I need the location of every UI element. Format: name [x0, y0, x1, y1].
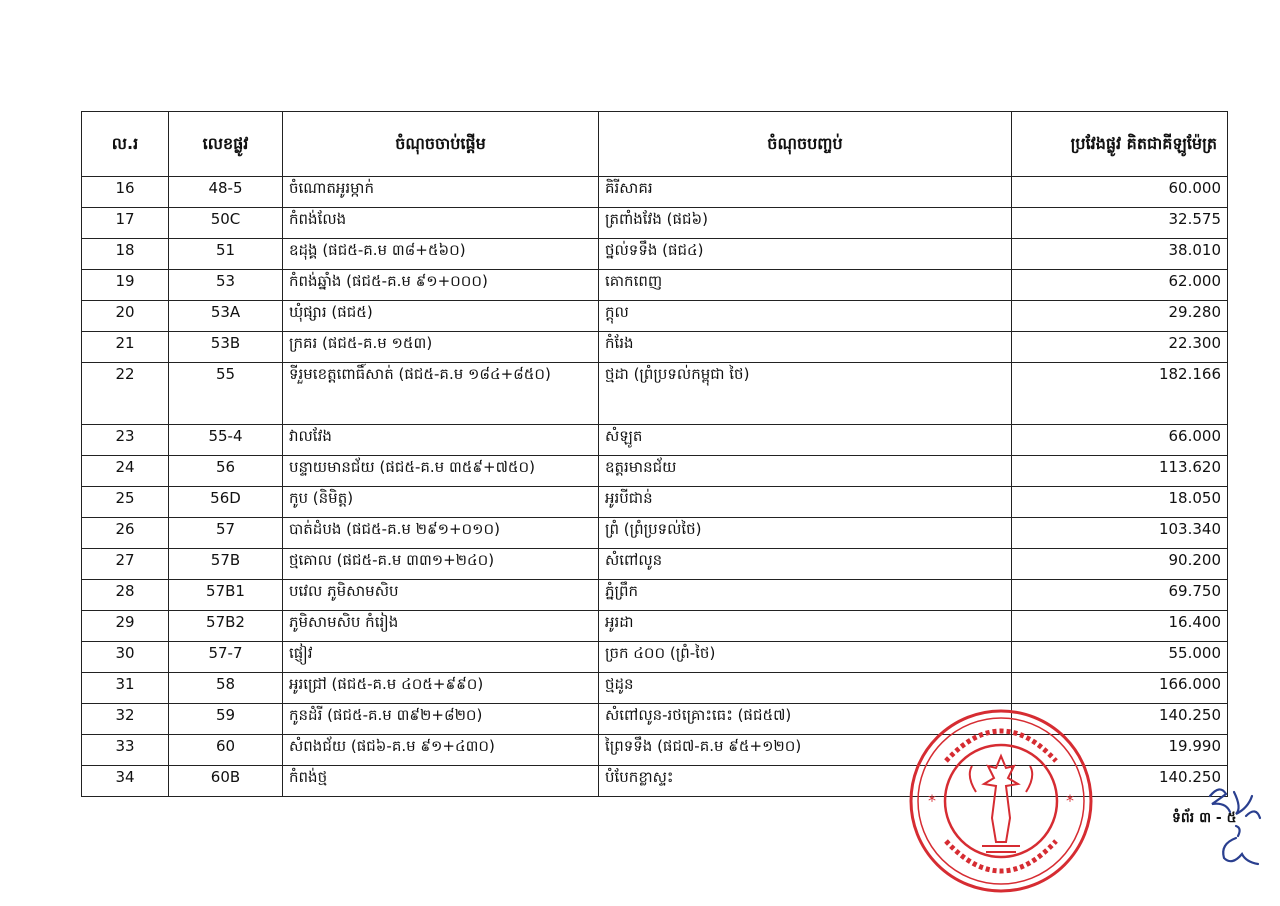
road-code: 59 — [169, 704, 283, 735]
road-code: 57B2 — [169, 611, 283, 642]
row-number: 17 — [82, 208, 169, 239]
row-number: 34 — [82, 766, 169, 797]
road-code: 53 — [169, 270, 283, 301]
row-number: 30 — [82, 642, 169, 673]
end-point: គោកពេញ — [599, 270, 1012, 301]
header-road-code: លេខផ្លូវ — [169, 112, 283, 177]
road-length: 166.000 — [1012, 673, 1228, 704]
svg-text:*: * — [1066, 791, 1074, 810]
row-number: 28 — [82, 580, 169, 611]
row-number: 25 — [82, 487, 169, 518]
handwritten-signature — [1196, 778, 1272, 870]
table-row — [82, 177, 1228, 208]
road-code: 60B — [169, 766, 283, 797]
road-length: 29.280 — [1012, 301, 1228, 332]
road-length: 69.750 — [1012, 580, 1228, 611]
start-point: បន្ទាយមានជ័យ (ផជ៥-គ.ម ៣៥៩+៧៥០) — [283, 456, 599, 487]
row-number: 22 — [82, 363, 169, 425]
start-point: វាលវែង — [283, 425, 599, 456]
svg-text:*: * — [928, 791, 936, 810]
road-length: 90.200 — [1012, 549, 1228, 580]
table-row — [82, 270, 1228, 301]
start-point: បវេល ភូមិសាមសិប — [283, 580, 599, 611]
end-point: ត្រពាំងវែង (ផជ៦) — [599, 208, 1012, 239]
end-point: គិរីសាគរ — [599, 177, 1012, 208]
road-code: 57B — [169, 549, 283, 580]
table-row — [82, 611, 1228, 642]
table-row — [82, 425, 1228, 456]
row-number: 19 — [82, 270, 169, 301]
start-point: អូរជ្រៅ (ផជ៥-គ.ម ៤០៥+៩៩០) — [283, 673, 599, 704]
start-point: ភូមិសាមសិប កំរៀង — [283, 611, 599, 642]
table-row — [82, 642, 1228, 673]
page-number: ទំព័រ ៣ - ៥ — [1172, 810, 1237, 826]
road-table — [81, 111, 1228, 797]
end-point: ព្រៃទទឹង (ផជ៧-គ.ម ៩៥+១២០) — [599, 735, 1012, 766]
header-start-point: ចំណុចចាប់ផ្តើម — [283, 112, 599, 177]
start-point: កូប (និមិត្ត) — [283, 487, 599, 518]
table-row — [82, 301, 1228, 332]
start-point: ទីរួមខេត្តពោធិ៍សាត់ (ផជ៥-គ.ម ១៨៤+៨៥០) — [283, 363, 599, 425]
table-row — [82, 549, 1228, 580]
end-point: ថ្មដូន — [599, 673, 1012, 704]
start-point: ថ្មគោល (ផជ៥-គ.ម ៣៣១+២៤០) — [283, 549, 599, 580]
official-seal-stamp — [906, 706, 1096, 896]
table-row — [82, 456, 1228, 487]
road-code: 58 — [169, 673, 283, 704]
road-length: 103.340 — [1012, 518, 1228, 549]
road-code: 53A — [169, 301, 283, 332]
table-body — [82, 177, 1228, 797]
road-code: 57-7 — [169, 642, 283, 673]
end-point: សំពៅលូន — [599, 549, 1012, 580]
row-number: 27 — [82, 549, 169, 580]
road-length: 55.000 — [1012, 642, 1228, 673]
road-length: 182.166 — [1012, 363, 1228, 425]
road-length: 19.990 — [1012, 735, 1228, 766]
start-point: ផ្ញៀវ — [283, 642, 599, 673]
start-point: ឧដុង្គ (ផជ៥-គ.ម ៣៨+៥៦០) — [283, 239, 599, 270]
start-point: បាត់ដំបង (ផជ៥-គ.ម ២៩១+០១០) — [283, 518, 599, 549]
road-code: 48-5 — [169, 177, 283, 208]
start-point: កំពង់ឆ្នាំង (ផជ៥-គ.ម ៩១+០០០) — [283, 270, 599, 301]
end-point: ព្រំ (ព្រំប្រទល់ថៃ) — [599, 518, 1012, 549]
row-number: 20 — [82, 301, 169, 332]
start-point: ក្រគរ (ផជ៥-គ.ម ១៥៣) — [283, 332, 599, 363]
table-row — [82, 239, 1228, 270]
road-length: 22.300 — [1012, 332, 1228, 363]
header-end-point: ចំណុចបញ្ចប់ — [599, 112, 1012, 177]
end-point: ថ្មដា (ព្រំប្រទល់កម្ពុជា ថៃ) — [599, 363, 1012, 425]
start-point: កូនដំរី (ផជ៥-គ.ម ៣៩២+៨២០) — [283, 704, 599, 735]
table-row — [82, 580, 1228, 611]
table-row — [82, 208, 1228, 239]
row-number: 26 — [82, 518, 169, 549]
row-number: 33 — [82, 735, 169, 766]
end-point: ឧត្ដរមានជ័យ — [599, 456, 1012, 487]
road-code: 56 — [169, 456, 283, 487]
start-point: កំពង់លែង — [283, 208, 599, 239]
header-no: ល.រ — [82, 112, 169, 177]
table-row — [82, 518, 1228, 549]
end-point: ច្រក ៤០០ (ព្រំ-ថៃ) — [599, 642, 1012, 673]
header-length: ប្រវែងផ្លូវ គិតជាគីឡូម៉ែត្រ — [1012, 112, 1228, 177]
road-length: 62.000 — [1012, 270, 1228, 301]
table-row — [82, 332, 1228, 363]
end-point: ភ្នំព្រឹក — [599, 580, 1012, 611]
start-point: កំពង់ថ្ម — [283, 766, 599, 797]
table-header-row — [82, 112, 1228, 177]
end-point: សំពៅលូន-រថគ្រោះធេះ (ផជ៥៧) — [599, 704, 1012, 735]
row-number: 32 — [82, 704, 169, 735]
table-row — [82, 673, 1228, 704]
row-number: 16 — [82, 177, 169, 208]
road-code: 60 — [169, 735, 283, 766]
road-code: 53B — [169, 332, 283, 363]
table-row — [82, 363, 1228, 425]
road-length: 60.000 — [1012, 177, 1228, 208]
road-length: 38.010 — [1012, 239, 1228, 270]
road-length: 18.050 — [1012, 487, 1228, 518]
road-length: 66.000 — [1012, 425, 1228, 456]
road-length: 140.250 — [1012, 704, 1228, 735]
start-point: ឃុំផ្សារ (ផជ៥) — [283, 301, 599, 332]
table-row — [82, 487, 1228, 518]
road-code: 51 — [169, 239, 283, 270]
row-number: 23 — [82, 425, 169, 456]
road-length: 32.575 — [1012, 208, 1228, 239]
row-number: 24 — [82, 456, 169, 487]
start-point: ចំណោតអូរម្កាក់ — [283, 177, 599, 208]
end-point: អូរបីជាន់ — [599, 487, 1012, 518]
end-point: ថ្នល់ទទឹង (ផជ៤) — [599, 239, 1012, 270]
road-code: 55-4 — [169, 425, 283, 456]
road-code: 57 — [169, 518, 283, 549]
road-length: 16.400 — [1012, 611, 1228, 642]
end-point: បំបែកខ្លាស្ទះ — [599, 766, 1012, 797]
row-number: 18 — [82, 239, 169, 270]
end-point: អូរដា — [599, 611, 1012, 642]
row-number: 29 — [82, 611, 169, 642]
road-code: 56D — [169, 487, 283, 518]
end-point: សំឡូត — [599, 425, 1012, 456]
end-point: ក្ដុល — [599, 301, 1012, 332]
road-code: 55 — [169, 363, 283, 425]
road-code: 57B1 — [169, 580, 283, 611]
row-number: 31 — [82, 673, 169, 704]
road-length: 113.620 — [1012, 456, 1228, 487]
end-point: កំរែង — [599, 332, 1012, 363]
row-number: 21 — [82, 332, 169, 363]
road-code: 50C — [169, 208, 283, 239]
start-point: សំពងជ័យ (ផជ៦-គ.ម ៩១+៤៣០) — [283, 735, 599, 766]
road-length: 140.250 — [1012, 766, 1228, 797]
